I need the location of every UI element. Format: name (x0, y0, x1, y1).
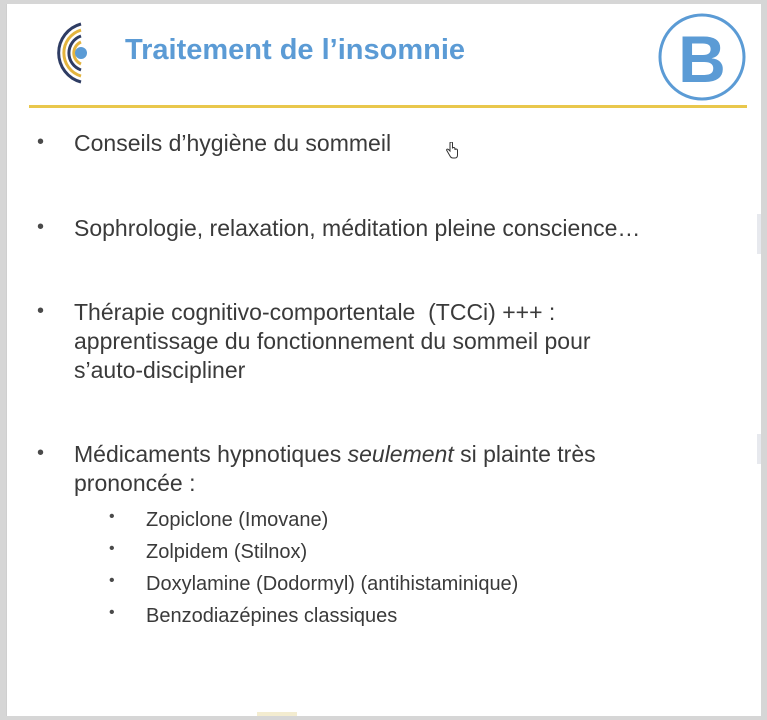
bullet-text-part: Médicaments hypnotiques (74, 441, 348, 467)
slide-canvas (6, 4, 761, 716)
sub-bullet-icon: • (109, 604, 115, 621)
bullet-icon: • (37, 216, 45, 238)
bullet-line: Conseils d’hygiène du sommeil (74, 130, 392, 156)
sub-bullet-icon: • (109, 540, 115, 557)
bullet-text (74, 214, 734, 243)
bullet-line: s’auto-discipliner (74, 357, 246, 383)
bullet-icon: • (37, 131, 45, 153)
bullet-icon: • (37, 300, 45, 322)
bullet-emphasis: seulement (347, 441, 454, 467)
sub-bullet-text: Doxylamine (Dodormyl) (antihistaminique) (146, 573, 519, 595)
bullet-text (74, 298, 734, 385)
edge-artifact (257, 712, 297, 716)
bullet-text (74, 129, 734, 158)
bullet-line: apprentissage du fonctionnement du sommeil pour (74, 328, 591, 354)
sub-bullet-icon: • (109, 572, 115, 589)
slide-title: Traitement de l’insomnie (125, 34, 466, 66)
sub-bullet-text: Zolpidem (Stilnox) (146, 541, 308, 563)
b-logo-letter: B (678, 22, 726, 96)
sub-bullet-icon: • (109, 508, 115, 525)
b-logo-icon (657, 12, 747, 102)
bullet-line: Thérapie cognitivo-comportentale (TCCi) +++ : (74, 299, 556, 325)
bullet-line: Sophrologie, relaxation, méditation pleine conscience… (74, 215, 641, 241)
edge-artifact (757, 434, 761, 464)
sub-bullet-text: Benzodiazépines classiques (146, 605, 398, 627)
sub-bullet-text: Zopiclone (Imovane) (146, 509, 329, 531)
bullet-icon: • (37, 442, 45, 464)
bullet-text (74, 440, 734, 498)
bullet-text-part: si plainte très (453, 441, 596, 467)
bullet-line (74, 440, 734, 469)
edge-artifact (757, 214, 761, 254)
concentric-arcs-logo-icon (41, 16, 89, 90)
title-divider (29, 105, 747, 108)
hand-pointer-icon (445, 142, 459, 160)
bullet-line: prononcée : (74, 470, 196, 496)
